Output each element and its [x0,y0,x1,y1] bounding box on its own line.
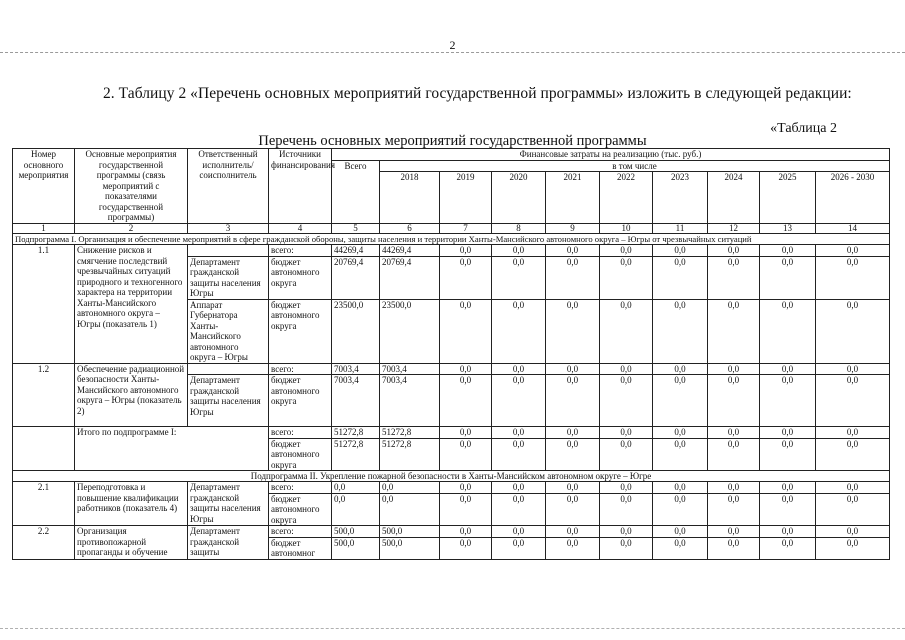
executor-cell: Департамент гражданской защиты населения Югры [188,375,269,427]
value-cell: 0,0 [440,427,492,439]
activity-number: 2.1 [13,482,75,526]
value-cell: 0,0 [492,299,546,363]
value-cell: 0,0 [708,299,760,363]
value-cell: 0,0 [546,245,600,257]
bottom-divider [0,628,905,629]
activities-table [12,148,890,560]
value-cell: 0,0 [760,299,816,363]
value-cell: 0,0 [653,299,708,363]
value-cell: 0,0 [440,375,492,427]
subprogram-row [13,234,890,245]
value-cell: 0,0 [816,363,890,375]
activity-number: 1.2 [13,363,75,427]
value-cell: 0,0 [708,482,760,494]
executor-cell [188,245,269,257]
value-cell: 0,0 [816,493,890,526]
source-total-label: всего: [269,482,332,494]
value-cell: 0,0 [760,537,816,559]
value-cell: 0,0 [653,245,708,257]
executor-cell: Департамент гражданской защиты населения Югры [188,482,269,526]
col-num: 13 [760,224,816,234]
value-cell: 0,0 [600,299,653,363]
value-cell: 20769,4 [380,256,440,299]
value-cell: 0,0 [440,299,492,363]
source-total-label: всего: [269,245,332,257]
value-cell: 51272,8 [332,438,380,471]
top-divider [0,52,905,53]
col-num: 1 [13,224,75,234]
header-year: 2026 - 2030 [816,172,890,224]
value-cell: 0,0 [492,375,546,427]
value-cell: 0,0 [546,493,600,526]
activity-number: 1.1 [13,245,75,364]
col-num: 12 [708,224,760,234]
value-cell: 0,0 [760,526,816,538]
source-total-label: всего: [269,363,332,375]
value-cell: 23500,0 [380,299,440,363]
source-cell: бюджет автономного округа [269,299,332,363]
value-cell: 0,0 [546,427,600,439]
activity-name: Организация противопожарной пропаганды и обучение [75,526,188,560]
source-cell: бюджет автономного округа [269,438,332,471]
value-cell: 0,0 [600,493,653,526]
value-cell: 0,0 [332,482,380,494]
value-cell: 0,0 [492,537,546,559]
value-cell: 0,0 [760,375,816,427]
value-cell: 0,0 [816,537,890,559]
value-cell: 0,0 [492,526,546,538]
value-cell: 0,0 [546,256,600,299]
source-cell: бюджет автономного округа [269,256,332,299]
value-cell: 0,0 [332,493,380,526]
value-cell: 0,0 [380,482,440,494]
value-cell: 0,0 [708,256,760,299]
value-cell: 0,0 [600,537,653,559]
header-year: 2023 [653,172,708,224]
value-cell: 0,0 [760,256,816,299]
value-cell: 0,0 [440,537,492,559]
source-total-label: всего: [269,427,332,439]
value-cell: 500,0 [332,537,380,559]
value-cell: 44269,4 [332,245,380,257]
col-num: 9 [546,224,600,234]
header-year: 2018 [380,172,440,224]
value-cell: 0,0 [653,256,708,299]
subprogram-total-label: Итого по подпрограмме I: [75,427,269,471]
value-cell: 51272,8 [380,427,440,439]
value-cell: 0,0 [600,375,653,427]
column-number-row [13,224,890,234]
value-cell: 0,0 [600,438,653,471]
value-cell: 0,0 [708,493,760,526]
source-cell: бюджет автономного округа [269,493,332,526]
header-year: 2025 [760,172,816,224]
table-row [13,482,890,494]
value-cell: 0,0 [492,256,546,299]
header-fin-costs: Финансовые затраты на реализацию (тыс. руб.) [332,149,890,161]
header-year: 2019 [440,172,492,224]
value-cell: 0,0 [816,245,890,257]
value-cell: 0,0 [816,438,890,471]
value-cell: 0,0 [708,363,760,375]
value-cell: 0,0 [600,482,653,494]
value-cell: 0,0 [653,493,708,526]
source-cell: бюджет автономного округа [269,375,332,427]
activity-name: Снижение рисков и смягчение последствий чрезвычайных ситуаций природного и техногенного характера на территории Ханты-Мансийского автономного округа – Югры (показатель 1) [75,245,188,364]
activity-name: Обеспечение радиационной безопасности Ханты-Мансийского автономного округа – Югры (показатель 2) [75,363,188,427]
source-cell: бюджет автономног [269,537,332,559]
value-cell: 0,0 [653,375,708,427]
value-cell: 0,0 [492,493,546,526]
value-cell: 0,0 [440,526,492,538]
executor-cell: Департамент гражданской защиты [188,526,269,560]
total-spacer [13,427,75,471]
value-cell: 0,0 [440,245,492,257]
value-cell: 0,0 [708,245,760,257]
value-cell: 0,0 [440,256,492,299]
executor-cell: Департамент гражданской защиты населения Югры [188,256,269,299]
value-cell: 20769,4 [332,256,380,299]
value-cell: 500,0 [380,526,440,538]
header-source: Источники финансирования [269,149,332,224]
value-cell: 0,0 [546,363,600,375]
value-cell: 0,0 [708,427,760,439]
col-num: 8 [492,224,546,234]
value-cell: 0,0 [653,438,708,471]
header-number: Номер основного мероприятия [13,149,75,224]
value-cell: 0,0 [492,427,546,439]
col-num: 7 [440,224,492,234]
value-cell: 7003,4 [332,375,380,427]
value-cell: 0,0 [760,427,816,439]
value-cell: 7003,4 [380,363,440,375]
value-cell: 51272,8 [332,427,380,439]
value-cell: 0,0 [708,537,760,559]
col-num: 5 [332,224,380,234]
value-cell: 0,0 [708,438,760,471]
value-cell: 0,0 [546,526,600,538]
value-cell: 0,0 [653,526,708,538]
header-year: 2021 [546,172,600,224]
activity-number: 2.2 [13,526,75,560]
value-cell: 0,0 [708,526,760,538]
value-cell: 0,0 [546,438,600,471]
header-total: Всего [332,160,380,224]
value-cell: 0,0 [492,363,546,375]
header-year: 2020 [492,172,546,224]
value-cell: 500,0 [380,537,440,559]
value-cell: 0,0 [708,375,760,427]
value-cell: 0,0 [653,363,708,375]
instruction-text: 2. Таблицу 2 «Перечень основных мероприятий государственной программы» изложить в следующей редакции: [103,85,852,102]
subprogram-row [13,471,890,482]
value-cell: 0,0 [760,493,816,526]
value-cell: 0,0 [492,482,546,494]
value-cell: 0,0 [440,363,492,375]
table-row [13,526,890,538]
source-total-label: всего: [269,526,332,538]
value-cell: 0,0 [760,438,816,471]
table-row [13,363,890,375]
value-cell: 0,0 [760,363,816,375]
value-cell: 0,0 [600,526,653,538]
value-cell: 0,0 [600,363,653,375]
header-activity: Основные мероприятия государственной программы (связь мероприятий с показателями государственной программы) [75,149,188,224]
value-cell: 0,0 [600,427,653,439]
value-cell: 44269,4 [380,245,440,257]
value-cell: 0,0 [816,427,890,439]
value-cell: 0,0 [440,482,492,494]
value-cell: 0,0 [440,493,492,526]
table-label: «Таблица 2 [770,121,837,136]
executor-cell: Аппарат Губернатора Ханты-Мансийского автономного округа – Югры [188,299,269,363]
header-executor: Ответственный исполнитель/соисполнитель [188,149,269,224]
table-row [13,245,890,257]
header-including: в том числе [380,160,890,172]
value-cell: 0,0 [492,438,546,471]
header-year: 2022 [600,172,653,224]
value-cell: 0,0 [816,299,890,363]
executor-cell [188,363,269,375]
value-cell: 0,0 [492,245,546,257]
col-num: 11 [653,224,708,234]
value-cell: 0,0 [440,438,492,471]
value-cell: 0,0 [546,537,600,559]
value-cell: 0,0 [653,537,708,559]
col-num: 10 [600,224,653,234]
value-cell: 0,0 [653,482,708,494]
col-num: 3 [188,224,269,234]
value-cell: 7003,4 [332,363,380,375]
value-cell: 0,0 [546,482,600,494]
value-cell: 0,0 [816,526,890,538]
activity-name: Переподготовка и повышение квалификации работников (показатель 4) [75,482,188,526]
value-cell: 0,0 [600,245,653,257]
subprogram-2-title: Подпрограмма II. Укрепление пожарной безопасности в Ханты-Мансийском автономном округе – Югре [13,471,890,482]
value-cell: 0,0 [600,256,653,299]
header-year: 2024 [708,172,760,224]
value-cell: 51272,8 [380,438,440,471]
value-cell: 0,0 [546,375,600,427]
value-cell: 0,0 [760,482,816,494]
col-num: 14 [816,224,890,234]
value-cell: 0,0 [380,493,440,526]
subprogram-1-title: Подпрограмма I. Организация и обеспечение мероприятий в сфере гражданской обороны, защиты населения и территории Ханты-Мансийского автономного округа – Югры от чрезвычайных ситуаций [13,234,890,245]
value-cell: 7003,4 [380,375,440,427]
value-cell: 0,0 [816,256,890,299]
value-cell: 0,0 [653,427,708,439]
value-cell: 0,0 [816,375,890,427]
value-cell: 0,0 [760,245,816,257]
col-num: 4 [269,224,332,234]
value-cell: 0,0 [816,482,890,494]
table-title: Перечень основных мероприятий государственной программы [258,133,647,149]
value-cell: 500,0 [332,526,380,538]
table-row [13,427,890,439]
col-num: 2 [75,224,188,234]
col-num: 6 [380,224,440,234]
page-number: 2 [449,38,456,52]
value-cell: 0,0 [546,299,600,363]
value-cell: 23500,0 [332,299,380,363]
